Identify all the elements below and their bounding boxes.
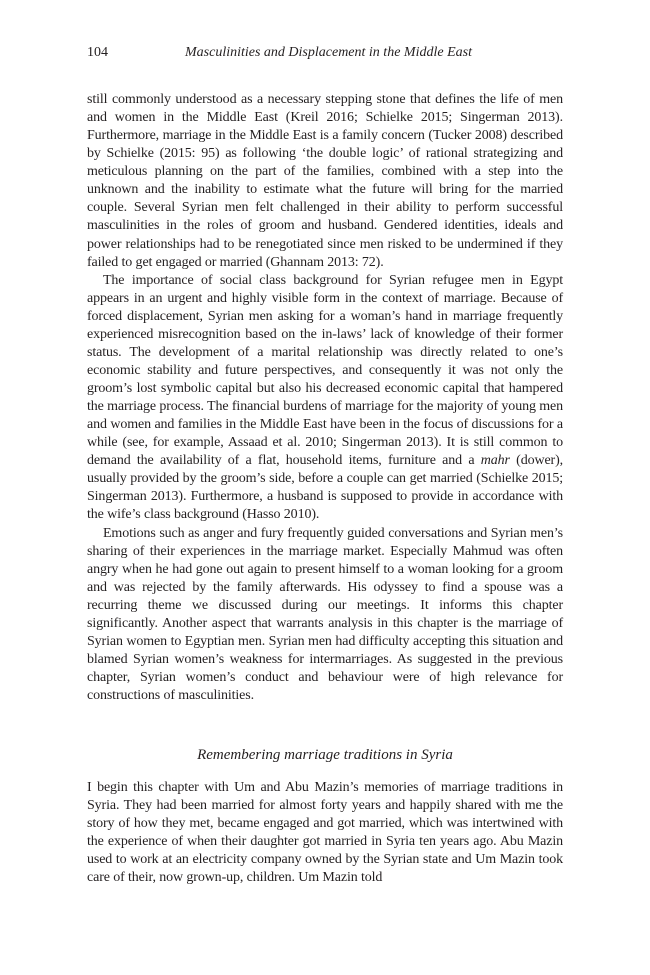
section-paragraph-1: I begin this chapter with Um and Abu Mazin’s memories of marriage traditions in Syria. They had been married for almost forty years and happily shared with me the story of how they met, became engaged and got married, which was intertwined with the experience of when their daughter got married in Syria ten years ago. Abu Mazin used to work at an electricity company owned by the Syrian state and Um Mazin took care of their, now grown-up, children. Um Mazin told [87, 780, 563, 886]
paragraph-2-part-1: The importance of social class background for Syrian refugee men in Egypt appears in an urgent and highly visible form in the context of marriage. Because of forced displacement, Syrian men asking for a woman’s hand in marriage frequently experienced misrecognition based on the in-laws’ lack of knowledge of their former status. The development of a marital relationship was directly related to one’s economic stability and future perspectives, and consequently it was not only the groom’s lost symbolic capital but also his decreased economic capital that hampered the marriage process. The financial burdens of marriage for the majority of young men and women and families in the Middle East have been in the focus of discussions for a while (see, for example, Assaad et al. 2010; Singerman 2013). It is still common to demand the availability of a flat, household items, furniture and a [87, 272, 563, 469]
section-heading: Remembering marriage traditions in Syria [197, 747, 453, 763]
paragraph-2 [87, 272, 563, 525]
section-text [87, 779, 563, 887]
page-number: 104 [87, 45, 108, 60]
running-title: Masculinities and Displacement in the Middle East [185, 45, 472, 60]
term-mahr: mahr [480, 453, 510, 469]
body-text [87, 91, 563, 705]
running-head [87, 43, 563, 63]
paragraph-2-part-2: (dower), usually provided by the groom’s side, before a couple can get married (Schielke 2015; Singerman 2013). Furthermore, a husband is supposed to provide in accordance with the wife’s class background (Hasso 2010). [87, 453, 564, 523]
paragraph-3: Emotions such as anger and fury frequently guided conversations and Syrian men’s sharing of their experiences in the marriage market. Especially Mahmud was often angry when he had gone out again to present himself to a woman looking for a groom and was rejected by the family afterwards. His odyssey to find a spouse was a recurring theme we discussed during our meetings. It informs this chapter significantly. Another aspect that warrants analysis in this chapter is the marriage of Syrian women to Egyptian men. Syrian men had difficulty accepting this situation and blamed Syrian women’s weakness for intermarriages. As suggested in the previous chapter, Syrian women’s conduct and behaviour were of high relevance for constructions of masculinities. [87, 525, 563, 704]
paragraph-1: still commonly understood as a necessary stepping stone that defines the life of men and women in the Middle East (Kreil 2016; Schielke 2015; Singerman 2013). Furthermore, marriage in the Middle East is a family concern (Tucker 2008) described by Schielke (2015: 95) as following ‘the double logic’ of rational strategizing and meticulous planning on the part of the families, combined with a step into the unknown and the inability to estimate what the future will bring for the married couple. Several Syrian men felt challenged in their ability to perform successful masculinities in the roles of groom and husband. Gendered identities, ideals and power relationships had to be renegotiated since men risked to be undermined if they failed to get engaged or married (Ghannam 2013: 72). [87, 92, 563, 270]
